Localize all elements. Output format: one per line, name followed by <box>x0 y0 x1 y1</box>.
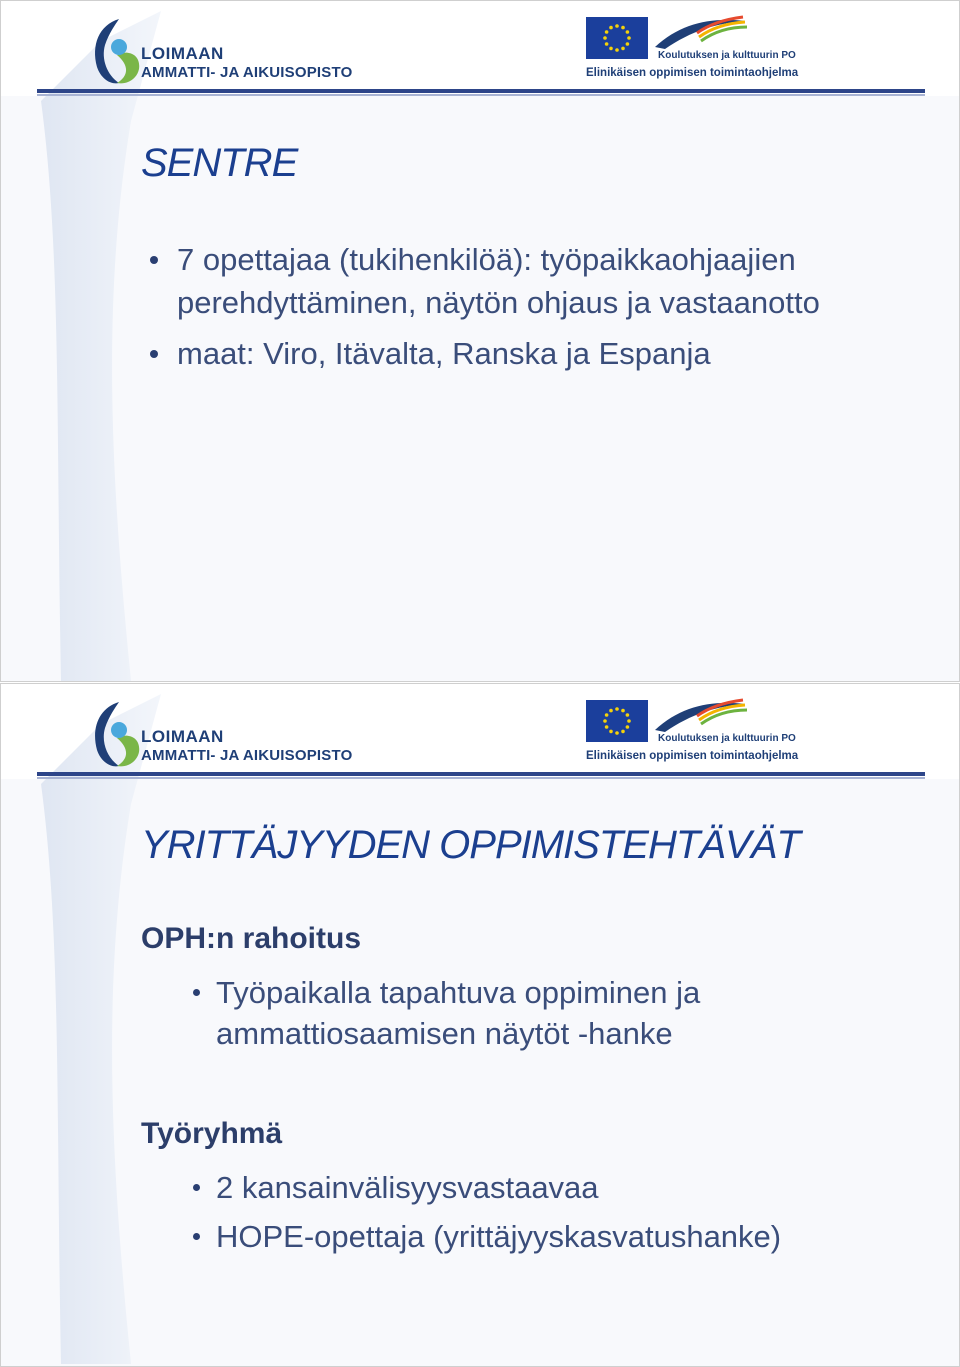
eu-flag-icon <box>586 700 648 742</box>
eu-program-subtitle: Koulutuksen ja kulttuurin PO <box>658 733 796 744</box>
section-heading-workgroup: Työryhmä <box>141 1117 283 1150</box>
slide-1-bullet-list <box>149 238 889 383</box>
header-rule <box>37 772 925 776</box>
slide-2-title: YRITTÄJYYDEN OPPIMISTEHTÄVÄT <box>141 823 800 867</box>
bullet-item: 7 opettajaa (tukihenkilöä): työpaikkaohjaajien perehdyttäminen, näytön ohjaus ja vastaanotto <box>149 238 889 324</box>
bullet-item: maat: Viro, Itävalta, Ranska ja Espanja <box>149 332 889 375</box>
school-logo-text <box>141 728 352 763</box>
school-name-line1: LOIMAAN <box>141 727 224 746</box>
funding-bullet-list <box>193 972 793 1054</box>
school-name-line2: AMMATTI- JA AIKUISOPISTO <box>141 64 353 81</box>
loimaan-logo-icon <box>89 698 145 768</box>
eu-flag-icon <box>586 17 648 59</box>
bullet-item: 2 kansainvälisyysvastaavaa <box>193 1167 893 1208</box>
slide-2 <box>0 683 960 1367</box>
school-name-line2: AMMATTI- JA AIKUISOPISTO <box>141 747 353 764</box>
header-rule-thin <box>37 94 925 96</box>
header-rule-thin <box>37 777 925 779</box>
section-heading-funding: OPH:n rahoitus <box>141 922 362 955</box>
loimaan-logo-icon <box>89 15 145 85</box>
eu-program-subtitle: Koulutuksen ja kulttuurin PO <box>658 50 796 61</box>
bullet-item: Työpaikalla tapahtuva oppiminen ja ammattiosaamisen näytöt -hanke <box>193 972 793 1054</box>
workgroup-bullet-list <box>193 1167 893 1257</box>
slide-header <box>1 684 959 784</box>
llp-logo-icon <box>651 13 749 53</box>
slide-header <box>1 1 959 101</box>
header-rule <box>37 89 925 93</box>
bullet-item: HOPE-opettaja (yrittäjyyskasvatushanke) <box>193 1216 893 1257</box>
llp-logo-icon <box>651 696 749 736</box>
school-logo-text <box>141 45 352 80</box>
eu-program-title: Elinikäisen oppimisen toimintaohjelma <box>586 750 799 762</box>
eu-program-title: Elinikäisen oppimisen toimintaohjelma <box>586 67 799 79</box>
slide-1 <box>0 0 960 682</box>
slide-1-title: SENTRE <box>141 141 298 185</box>
school-name-line1: LOIMAAN <box>141 44 224 63</box>
